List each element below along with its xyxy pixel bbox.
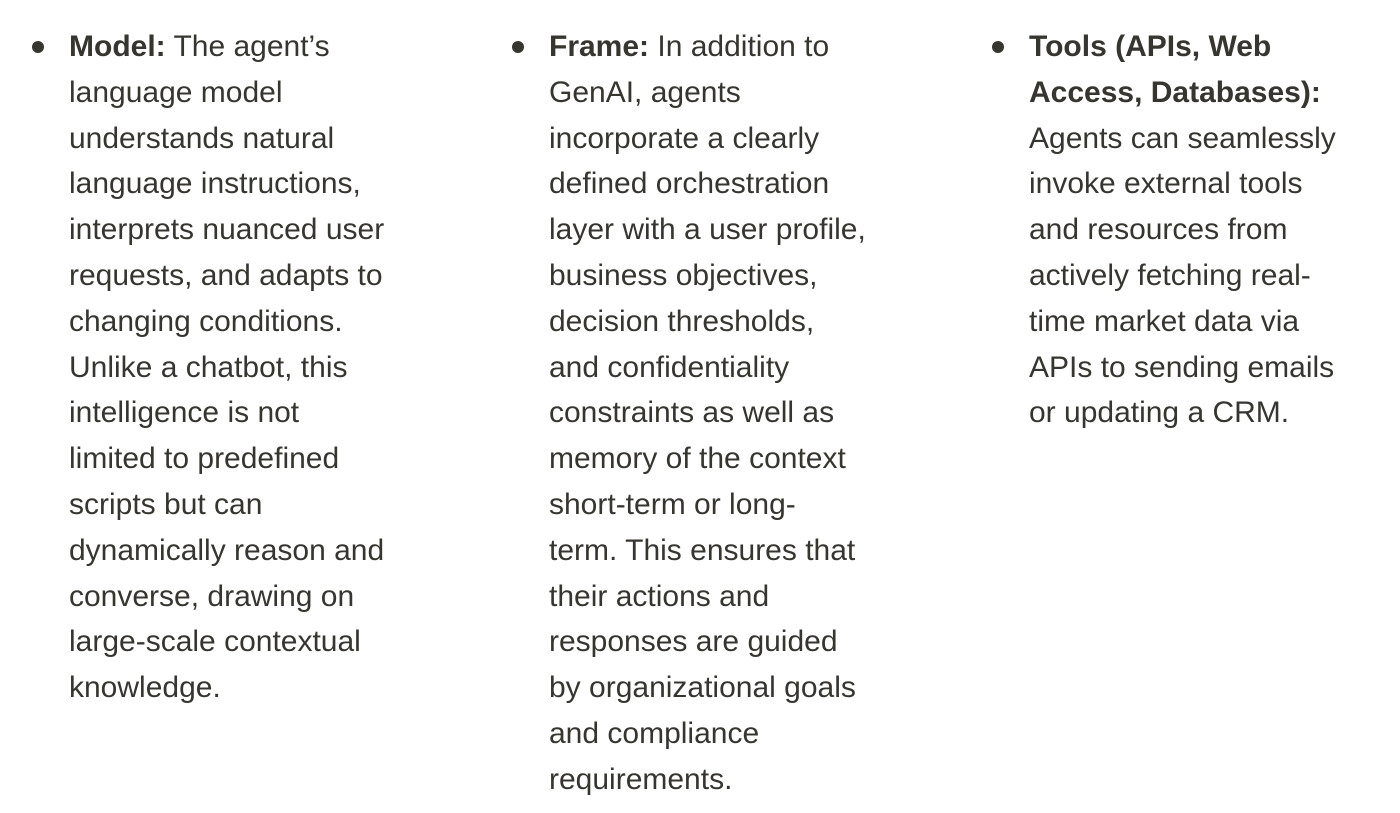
text-line: constraints as well as xyxy=(549,396,835,430)
text-line xyxy=(69,24,384,70)
text-line: Unlike a chatbot, this xyxy=(69,350,348,384)
bullet-dot-icon xyxy=(32,41,44,53)
text-line: requirements. xyxy=(549,762,733,796)
text-line: incorporate a clearly xyxy=(549,121,820,155)
text-fragment: In addition to xyxy=(657,30,830,63)
bold-lead-tools-line-1: Tools (APIs, Web xyxy=(1029,30,1272,63)
bullet-dot-icon xyxy=(512,41,524,53)
text-line: responses are guided xyxy=(549,625,838,659)
text-line: and compliance xyxy=(549,716,760,750)
text-line: scripts but can xyxy=(69,487,263,521)
text-line: GenAI, agents xyxy=(549,75,741,109)
bold-lead-frame: Frame: xyxy=(549,30,650,63)
text-line: and resources from xyxy=(1029,213,1288,247)
text-line: decision thresholds, xyxy=(549,304,815,338)
bold-lead-tools-line-2: Access, Databases): xyxy=(1029,75,1321,109)
text-line: their actions and xyxy=(549,579,770,613)
text-line: or updating a CRM. xyxy=(1029,396,1290,430)
text-line: business objectives, xyxy=(549,258,818,292)
text-line: understands natural xyxy=(69,121,335,155)
text-line: actively fetching real- xyxy=(1029,258,1311,292)
text-line: short-term or long- xyxy=(549,487,796,521)
text-line: knowledge. xyxy=(69,671,221,705)
text-line: APIs to sending emails xyxy=(1029,350,1335,384)
bold-lead-model: Model: xyxy=(69,30,166,63)
text-line: by organizational goals xyxy=(549,671,856,705)
bullet-text-model xyxy=(69,24,384,711)
text-line: memory of the context xyxy=(549,442,846,476)
text-line: interprets nuanced user xyxy=(69,213,385,247)
text-line: time market data via xyxy=(1029,304,1300,338)
bullet-dot-icon xyxy=(992,41,1004,53)
text-line: layer with a user profile, xyxy=(549,213,866,247)
text-line: Agents can seamlessly xyxy=(1029,121,1336,155)
text-line: large-scale contextual xyxy=(69,625,361,659)
bullet-text-frame xyxy=(549,24,866,803)
text-line: language instructions, xyxy=(69,167,361,201)
text-line: intelligence is not xyxy=(69,396,300,430)
text-line: invoke external tools xyxy=(1029,167,1303,201)
bullet-text-tools xyxy=(1029,24,1336,436)
text-line: changing conditions. xyxy=(69,304,343,338)
text-line: dynamically reason and xyxy=(69,533,385,567)
text-line: requests, and adapts to xyxy=(69,258,383,292)
text-line: limited to predefined xyxy=(69,442,340,476)
text-line: defined orchestration xyxy=(549,167,830,201)
text-line: term. This ensures that xyxy=(549,533,856,567)
text-line xyxy=(549,24,866,70)
text-fragment: The agent’s xyxy=(173,30,330,63)
text-line: language model xyxy=(69,75,283,109)
text-line: and confidentiality xyxy=(549,350,790,384)
text-line: converse, drawing on xyxy=(69,579,355,613)
